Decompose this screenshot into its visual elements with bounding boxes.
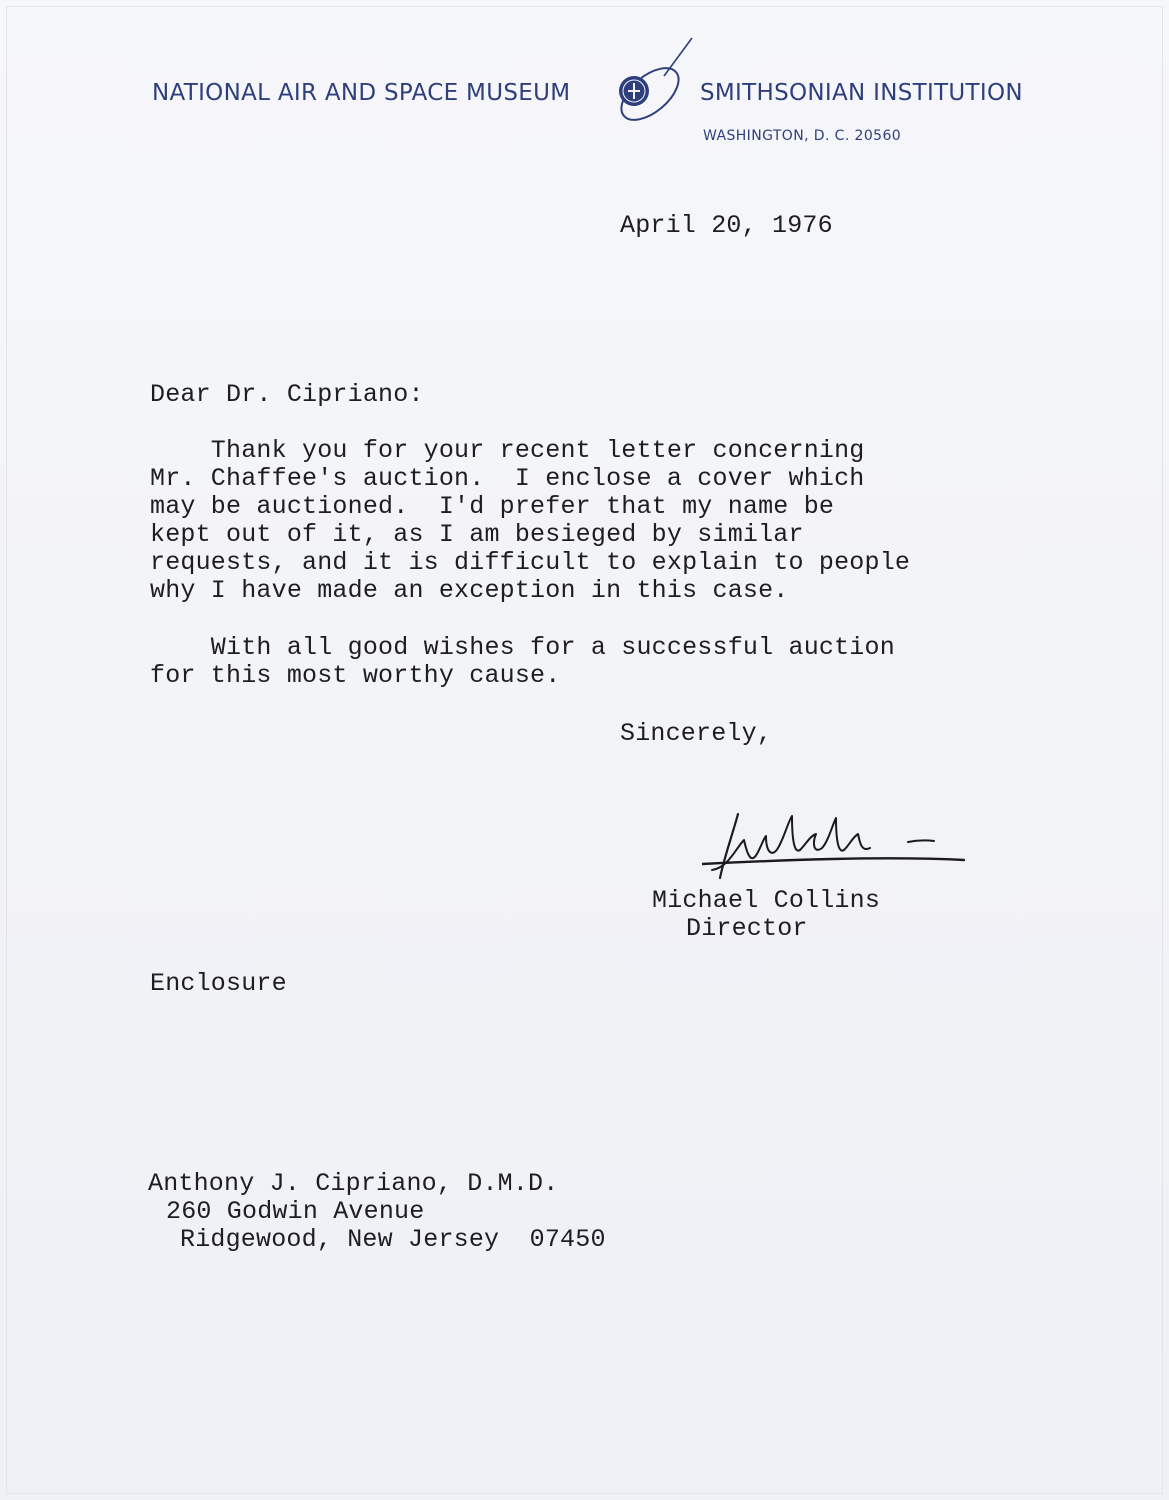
recipient-name: Anthony J. Cipriano, D.M.D. <box>148 1169 559 1198</box>
enclosure-note: Enclosure <box>150 969 287 998</box>
closing: Sincerely, <box>620 719 773 748</box>
signer-name: Michael Collins <box>652 886 881 915</box>
paragraph-line: requests, and it is difficult to explain to people <box>150 548 911 577</box>
museum-name: NATIONAL AIR AND SPACE MUSEUM <box>152 80 571 106</box>
sun-orbit-logo-icon <box>606 36 702 132</box>
signer-title: Director <box>686 914 808 943</box>
institution-name: SMITHSONIAN INSTITUTION <box>700 80 1023 106</box>
paragraph-line: Mr. Chaffee's auction. I enclose a cover which <box>150 464 865 493</box>
page-border <box>6 6 1163 1494</box>
salutation: Dear Dr. Cipriano: <box>150 380 424 409</box>
recipient-street: 260 Godwin Avenue <box>166 1197 425 1226</box>
institution-address: WASHINGTON, D. C. 20560 <box>703 128 902 144</box>
paragraph-line: may be auctioned. I'd prefer that my name be <box>150 492 835 521</box>
handwritten-signature-icon <box>702 808 972 888</box>
letter-date: April 20, 1976 <box>620 211 833 240</box>
paragraph-line: for this most worthy cause. <box>150 661 561 690</box>
paragraph-line: kept out of it, as I am besieged by similar <box>150 520 804 549</box>
paragraph-line: With all good wishes for a successful auction <box>150 633 895 662</box>
recipient-city: Ridgewood, New Jersey 07450 <box>180 1225 606 1254</box>
paragraph-line: why I have made an exception in this case. <box>150 576 789 605</box>
paragraph-line: Thank you for your recent letter concerning <box>150 436 865 465</box>
